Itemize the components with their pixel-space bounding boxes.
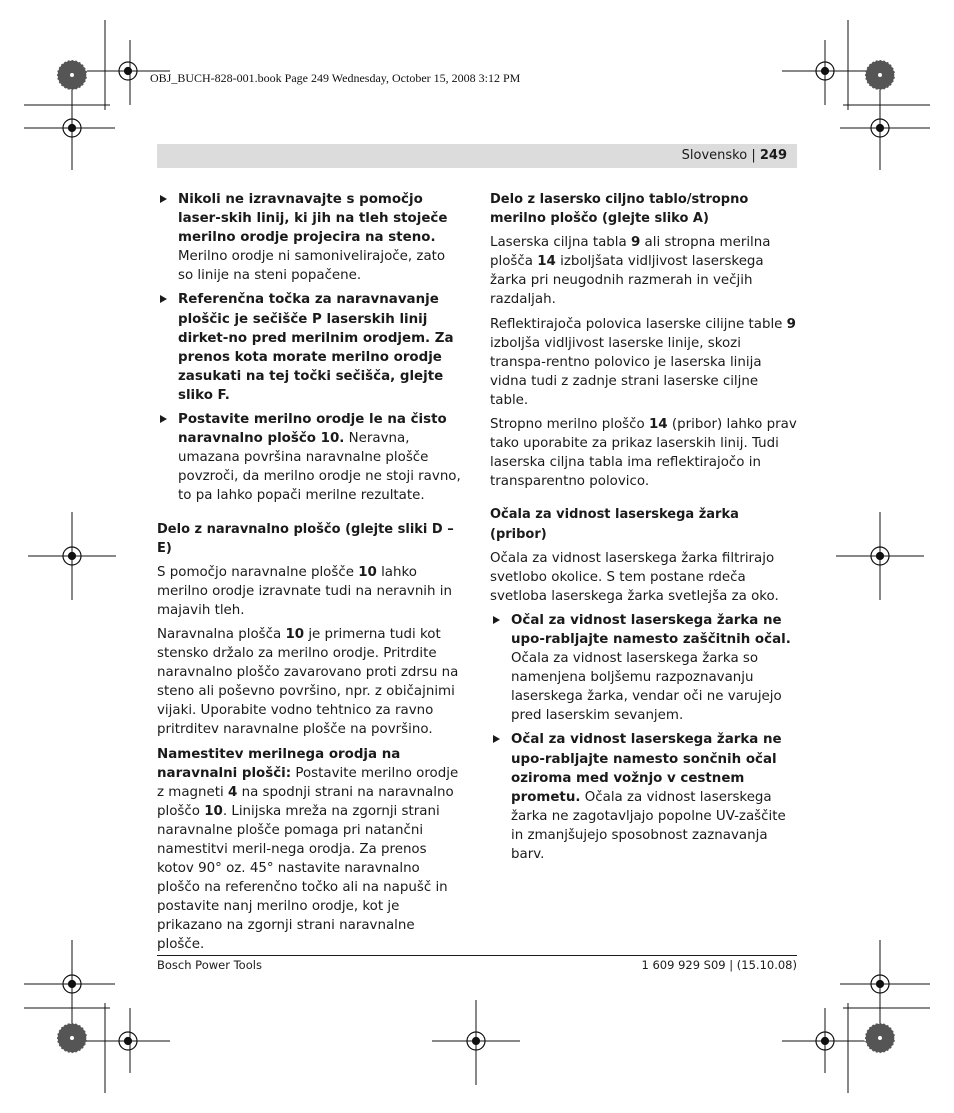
ref-number: 9	[786, 316, 796, 332]
star-target-mark	[865, 60, 895, 90]
ref-number: 4	[228, 784, 238, 800]
ref-number: 10	[285, 626, 305, 642]
star-target-mark	[865, 1023, 895, 1053]
header-language: Slovensko	[681, 148, 748, 163]
footer-brand: Bosch Power Tools	[157, 958, 262, 972]
page-header	[157, 144, 797, 168]
text: na spodnji strani na naravnalno ploščo	[157, 784, 454, 819]
text: Postavite merilno orodje z magneti	[157, 765, 459, 800]
header-separator: |	[751, 148, 756, 163]
bullet-item	[157, 190, 462, 285]
section-heading: Delo z naravnalno ploščo (glejte sliki D – E)	[157, 521, 454, 556]
page-number: 249	[759, 148, 787, 163]
section-heading: Očala za vidnost laserskega žarka (pribor)	[490, 507, 739, 542]
text: Naravnalna plošča	[157, 626, 286, 642]
text: lahko merilno orodje izravnate tudi na neravnih in majavih tleh.	[157, 564, 452, 618]
footer-rule	[157, 955, 797, 956]
bullet-bold-text: Očal za vidnost laserskega žarka ne upo-rabljajte namesto zaščitnih očal.	[511, 612, 791, 647]
text: izboljša vidljivost laserske linije, skozi transpa-rentno polovico je laserska linija vidna tudi z zadnje strani laserske ciljne table.	[490, 335, 762, 408]
bullet-arrow-icon	[160, 195, 167, 203]
bullet-bold-text: Referenčna točka za naravnavanje ploščic je sečišče P laserskih linij dirket-no pred merilnim orodjem. Za prenos kota morate merilno orodje zasukati na tej točki sečišča, glejte sliko F.	[178, 292, 454, 403]
ref-number: 10	[204, 803, 223, 819]
paragraph	[157, 745, 462, 955]
text: izboljšata vidljivost laserskega žarka pri neugodnih razmerah in večjih razdaljah.	[490, 254, 764, 308]
paragraph: Očala za vidnost laserskega žarka filtrirajo svetlobo okolice. S tem postane rdeča svetloba laserskega žarka svetlejša za oko.	[490, 550, 779, 604]
star-target-mark	[57, 60, 87, 90]
text: S pomočjo naravnalne plošče	[157, 564, 359, 580]
paragraph	[157, 563, 462, 620]
bullet-text: Očala za vidnost laserskega žarka so namenjena boljšemu razpoznavanju laserskega žarka, vendar oči ne varujejo pred laserskim sevanjem.	[511, 651, 782, 724]
text: je primerna tudi kot stensko držalo za merilno orodje. Pritrdite naravnalno ploščo zavarovano proti zdrsu na steno ali poševno površino, npr. z običajnimi vijaki. Uporabite vodno tehtnico za ravno pritrditev naravnalne plošče na površino.	[157, 626, 459, 738]
bullet-text: Neravna, umazana površina naravnalne plošče povzroči, da merilno orodje ne stoji ravno, to pa lahko popači merilne rezultate.	[178, 431, 461, 504]
text: (pribor) lahko prav tako uporabite za prikaz laserskih linij. Tudi laserska ciljna tabla ima reflektirajočo in transparentno polovico.	[490, 417, 797, 490]
paragraph	[157, 625, 462, 740]
text: Stropno merilno ploščo	[490, 417, 649, 433]
bullet-bold-text: Nikoli ne izravnavajte s pomočjo laser-skih linij, ki jih na tleh stoječe merilno orodje projecira na steno.	[178, 192, 448, 246]
header-text	[682, 148, 787, 163]
ref-number: 10	[358, 564, 377, 580]
bullet-arrow-icon	[493, 735, 500, 743]
section-heading: Delo z lasersko ciljno tablo/stropno merilno ploščo (glejte sliko A)	[490, 192, 749, 227]
bullet-bold-text: Postavite merilno orodje le na čisto naravnalno ploščo 10.	[178, 412, 447, 447]
bullet-item	[490, 611, 798, 726]
ref-number: 14	[537, 254, 556, 270]
ref-number: 9	[630, 235, 641, 251]
text: Reflektirajoča polovica laserske cilijne table	[490, 316, 787, 332]
bullet-item	[157, 410, 462, 505]
bullet-arrow-icon	[493, 616, 500, 624]
left-column	[157, 190, 462, 960]
paragraph	[490, 315, 798, 410]
bullet-arrow-icon	[160, 295, 167, 303]
file-info: OBJ_BUCH-828-001.book Page 249 Wednesday, October 15, 2008 3:12 PM	[150, 71, 521, 85]
bullet-item	[157, 290, 462, 405]
bullet-text: Merilno orodje ni samonivelirajoče, zato so linije na steni popačene.	[178, 249, 446, 284]
text: . Linijska mreža na zgornji strani naravnalne plošče pomaga pri natančni namestitvi meril-nega orodja. Za prenos kotov 90° oz. 45° nastavite naravnalno ploščo na referenčno točko ali na napušč in postavite nanj merilno orodje, kot je prikazano na zgornji strani naravnalne plošče.	[157, 803, 448, 953]
ref-number: 14	[648, 417, 668, 433]
bullet-item	[490, 730, 798, 864]
text: Laserska ciljna tabla	[490, 235, 631, 251]
text: ali stropna merilna plošča	[490, 235, 771, 270]
right-column	[490, 190, 798, 869]
star-target-mark	[57, 1023, 87, 1053]
footer-doc-number: 1 609 929 S09 | (15.10.08)	[641, 958, 797, 972]
bullet-text: Očala za vidnost laserskega žarka ne zagotavljajo popolne UV-zaščite in zmanjšujejo sposobnost zaznavanja barv.	[511, 789, 786, 862]
paragraph	[490, 415, 798, 491]
run-in-heading: Namestitev merilnega orodja na naravnalni plošči:	[157, 746, 401, 781]
bullet-bold-text: Očal za vidnost laserskega žarka ne upo-rabljajte namesto sončnih očal oziroma med vožnjo v cestnem prometu.	[511, 732, 782, 805]
paragraph	[490, 233, 798, 309]
bullet-arrow-icon	[160, 415, 167, 423]
